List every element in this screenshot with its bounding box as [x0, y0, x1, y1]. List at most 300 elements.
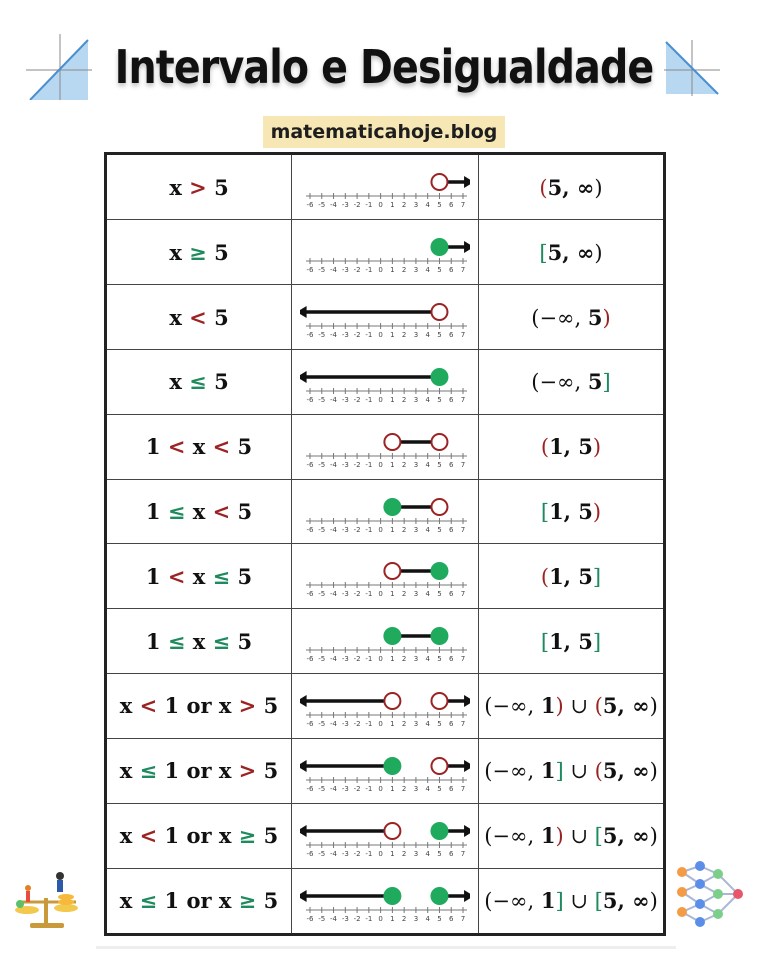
tick-label: 0: [378, 266, 383, 275]
tick-label: -1: [365, 266, 373, 275]
tick-label: -2: [353, 201, 361, 210]
tick-label: 4: [425, 914, 430, 923]
interval-notation-cell: [479, 868, 665, 934]
tick-label: 1: [390, 590, 395, 599]
rows.3.ineq-part: ≤: [181, 369, 215, 395]
open-point: [431, 434, 447, 450]
tick-label: 2: [401, 914, 407, 923]
rows.4.ineq-part: 5: [237, 434, 253, 460]
tick-label: 6: [448, 719, 454, 728]
open-point: [384, 563, 400, 579]
tick-label: -4: [330, 331, 338, 340]
rows.9.interval-part: (: [594, 759, 603, 784]
tick-label: 3: [413, 460, 419, 469]
inequality-cell: [106, 738, 292, 803]
rows.5.ineq-part: ≤: [160, 499, 193, 524]
inequality-cell: [106, 220, 292, 285]
tick-label: 1: [390, 395, 395, 404]
rows.3.interval-part: ]: [602, 370, 611, 395]
tick-label: -4: [330, 914, 338, 923]
rows.0.interval-part: ): [594, 175, 603, 200]
inequality-cell: [106, 868, 292, 934]
inequality-cell: [106, 803, 292, 868]
interval-notation-cell: [479, 349, 665, 414]
rows.0.ineq-part: 5: [214, 174, 229, 200]
right-arrow-icon: [464, 176, 470, 188]
rows.8.ineq-part: 1 or: [164, 693, 219, 719]
tick-label: -6: [306, 331, 314, 340]
tick-label: 0: [378, 914, 383, 923]
table-row: [106, 414, 665, 479]
rows.7.interval-part: [: [540, 629, 550, 654]
tick-label: 7: [460, 525, 466, 534]
left-arrow-icon: [300, 760, 307, 772]
rows.8.interval-part: ): [555, 694, 564, 719]
number-line: [300, 554, 470, 598]
rows.7.interval-part: 1, 5: [549, 628, 593, 654]
tick-label: -2: [353, 525, 361, 534]
closed-point: [383, 627, 401, 645]
tick-label: 4: [425, 266, 430, 275]
rows.11.interval-part: (−∞,: [484, 889, 541, 914]
rows.9.ineq-part: ≤: [132, 758, 165, 784]
tick-label: 5: [437, 719, 442, 728]
tick-label: 5: [437, 914, 442, 923]
rows.11.ineq-part: ≥: [231, 888, 264, 914]
rows.8.ineq-part: x: [119, 693, 133, 719]
rows.0.interval-part: (: [539, 175, 548, 200]
rows.7.ineq-part: 1: [145, 628, 161, 654]
rows.8.interval-part: ∪: [563, 694, 595, 719]
tick-label: 3: [413, 784, 419, 793]
tick-label: -5: [318, 590, 326, 599]
rows.10.ineq-part: <: [132, 823, 165, 849]
tick-label: 5: [437, 460, 442, 469]
rows.6.interval-part: ]: [592, 564, 602, 589]
tick-label: -1: [365, 201, 373, 210]
tick-label: 4: [425, 460, 430, 469]
rows.4.ineq-part: <: [160, 434, 193, 460]
tick-label: -6: [306, 590, 314, 599]
rows.5.ineq-part: x: [192, 499, 206, 524]
tick-label: 7: [460, 914, 466, 923]
closed-point: [383, 498, 401, 516]
rows.10.interval-part: [: [594, 824, 603, 849]
rows.11.ineq-part: 1 or: [164, 888, 219, 914]
rows.9.ineq-part: x: [218, 758, 232, 784]
tick-label: 4: [425, 395, 430, 404]
rows.2.interval-part: 5: [587, 304, 603, 330]
tick-label: 0: [378, 201, 383, 210]
tick-label: -1: [365, 784, 373, 793]
tick-label: 6: [448, 914, 454, 923]
balance-scale-icon: [12, 868, 82, 930]
rows.8.interval-part: (−∞,: [484, 694, 541, 719]
tick-label: 1: [390, 331, 395, 340]
rows.6.ineq-part: 5: [237, 563, 253, 589]
open-point: [431, 758, 447, 774]
table-row: [106, 544, 665, 609]
rows.11.ineq-part: x: [218, 888, 232, 914]
table-row: [106, 220, 665, 285]
interval-notation-cell: [479, 220, 665, 285]
tick-label: -1: [365, 849, 373, 858]
tick-label: 4: [425, 590, 430, 599]
number-line-cell: [292, 803, 479, 868]
interval-notation-cell: [479, 609, 665, 674]
rows.7.ineq-part: 5: [237, 628, 253, 654]
interval-notation-cell: [479, 544, 665, 609]
rows.9.ineq-part: 5: [263, 758, 279, 784]
rows.9.interval-part: 5, ∞: [602, 758, 650, 784]
tick-label: -5: [318, 655, 326, 664]
right-arrow-icon: [464, 890, 470, 902]
rows.5.interval-part: 1, 5: [549, 499, 593, 524]
tick-label: -1: [365, 590, 373, 599]
rows.11.interval-part: 1: [540, 888, 556, 914]
tick-label: 6: [448, 525, 454, 534]
rows.11.interval-part: ]: [555, 889, 564, 914]
number-line: [300, 490, 470, 534]
tick-label: -2: [353, 460, 361, 469]
tick-label: 5: [437, 331, 442, 340]
closed-point: [430, 887, 448, 905]
tick-label: -3: [341, 525, 349, 534]
tick-label: -3: [341, 914, 349, 923]
page-title: Intervalo e Desigualdade: [114, 40, 654, 94]
rows.4.ineq-part: 1: [145, 434, 161, 460]
tick-label: 7: [460, 201, 466, 210]
tick-label: -2: [353, 719, 361, 728]
tick-label: 7: [460, 266, 466, 275]
number-line: [300, 360, 470, 404]
rows.8.interval-part: 1: [540, 693, 556, 719]
tick-label: 6: [448, 849, 454, 858]
rows.6.interval-part: 1, 5: [549, 563, 593, 589]
tick-label: 2: [401, 525, 407, 534]
open-point: [431, 174, 447, 190]
tick-label: 6: [448, 590, 454, 599]
tick-label: -6: [306, 719, 314, 728]
number-line-cell: [292, 220, 479, 285]
table-row: [106, 868, 665, 934]
tick-label: 4: [425, 784, 430, 793]
interval-notation-cell: [479, 803, 665, 868]
tick-label: -3: [341, 395, 349, 404]
tick-label: -6: [306, 849, 314, 858]
tick-label: 2: [401, 655, 407, 664]
tick-label: -6: [306, 784, 314, 793]
tick-label: 6: [448, 201, 454, 210]
open-point: [384, 434, 400, 450]
interval-notation-cell: [479, 414, 665, 479]
tick-label: -5: [318, 914, 326, 923]
tick-label: -6: [306, 201, 314, 210]
tick-label: -3: [341, 266, 349, 275]
rows.10.interval-part: ): [555, 824, 564, 849]
blog-url-badge: matematicahoje.blog: [263, 116, 505, 148]
tick-label: 7: [460, 655, 466, 664]
tick-label: -4: [330, 655, 338, 664]
table-row: [106, 803, 665, 868]
rows.3.ineq-part: 5: [214, 369, 229, 395]
rows.4.interval-part: ): [592, 435, 602, 460]
tick-label: -6: [306, 525, 314, 534]
tick-label: -5: [318, 266, 326, 275]
tick-label: 0: [378, 525, 383, 534]
tick-label: -2: [353, 266, 361, 275]
tick-label: -3: [341, 590, 349, 599]
tick-label: -1: [365, 395, 373, 404]
tick-label: 3: [413, 201, 419, 210]
left-arrow-icon: [300, 890, 307, 902]
tick-label: -1: [365, 655, 373, 664]
tick-label: -5: [318, 525, 326, 534]
tick-label: -4: [330, 395, 338, 404]
tick-label: 3: [413, 655, 419, 664]
tick-label: -3: [341, 784, 349, 793]
number-line: [300, 684, 470, 728]
tick-label: 0: [378, 719, 383, 728]
tick-label: 5: [437, 201, 442, 210]
number-line: [300, 425, 470, 469]
tick-label: 1: [390, 655, 395, 664]
tick-label: 6: [448, 266, 454, 275]
rows.8.ineq-part: 5: [263, 693, 279, 719]
tick-label: 6: [448, 331, 454, 340]
tick-label: 0: [378, 331, 383, 340]
closed-point: [430, 627, 448, 645]
bottom-divider: [96, 946, 676, 949]
inequality-cell: [106, 609, 292, 674]
rows.9.interval-part: ): [649, 759, 658, 784]
tick-label: 4: [425, 525, 430, 534]
tick-label: 4: [425, 201, 430, 210]
closed-point: [383, 887, 401, 905]
rows.2.ineq-part: 5: [214, 304, 229, 330]
rows.10.ineq-part: ≥: [231, 823, 264, 849]
tick-label: -4: [330, 590, 338, 599]
rows.10.ineq-part: 1 or: [164, 823, 219, 849]
tick-label: -2: [353, 784, 361, 793]
tick-label: -4: [330, 784, 338, 793]
tick-label: 4: [425, 655, 430, 664]
tick-label: -6: [306, 914, 314, 923]
tick-label: 5: [437, 266, 442, 275]
tick-label: 0: [378, 849, 383, 858]
tick-label: -5: [318, 331, 326, 340]
inequality-cell: [106, 285, 292, 350]
tick-label: -3: [341, 331, 349, 340]
tick-label: -5: [318, 395, 326, 404]
rows.10.ineq-part: 5: [263, 823, 279, 849]
rows.8.interval-part: (: [594, 694, 603, 719]
rows.6.ineq-part: x: [192, 563, 206, 589]
tick-label: 1: [390, 849, 395, 858]
rows.10.interval-part: ∪: [563, 824, 595, 849]
rows.6.ineq-part: <: [160, 563, 193, 589]
rows.11.ineq-part: ≤: [132, 888, 165, 914]
tick-label: 0: [378, 784, 383, 793]
tick-label: 2: [401, 784, 407, 793]
table-row: [106, 738, 665, 803]
tick-label: -1: [365, 460, 373, 469]
tick-label: 2: [401, 719, 407, 728]
interval-notation-cell: [479, 738, 665, 803]
rows.9.ineq-part: >: [231, 758, 264, 784]
rows.6.ineq-part: 1: [145, 563, 161, 589]
closed-point: [430, 368, 448, 386]
rows.2.interval-part: (−∞,: [531, 305, 588, 330]
rows.10.ineq-part: x: [218, 823, 232, 849]
inequality-cell: [106, 479, 292, 544]
rows.2.interval-part: ): [602, 305, 611, 330]
rows.10.interval-part: ): [649, 824, 658, 849]
tick-label: -6: [306, 460, 314, 469]
tick-label: 3: [413, 395, 419, 404]
interval-table: [104, 152, 666, 936]
tick-label: 3: [413, 525, 419, 534]
interval-notation-cell: [479, 479, 665, 544]
table-row: [106, 154, 665, 220]
tick-label: -2: [353, 914, 361, 923]
tick-label: -5: [318, 849, 326, 858]
tick-label: -4: [330, 266, 338, 275]
tick-label: 6: [448, 655, 454, 664]
rows.6.interval-part: (: [540, 564, 550, 589]
tick-label: -4: [330, 525, 338, 534]
rows.0.ineq-part: x: [169, 174, 182, 200]
inequality-cell: [106, 674, 292, 739]
rows.3.ineq-part: x: [169, 369, 182, 395]
rows.5.ineq-part: 1: [145, 499, 161, 524]
tick-label: 2: [401, 460, 407, 469]
interval-notation-cell: [479, 154, 665, 220]
tick-label: -2: [353, 655, 361, 664]
interval-notation-cell: [479, 285, 665, 350]
tick-label: -2: [353, 849, 361, 858]
right-arrow-icon: [464, 695, 470, 707]
rows.8.interval-part: 5, ∞: [602, 693, 650, 719]
rows.11.interval-part: 5, ∞: [602, 888, 650, 914]
tick-label: 2: [401, 590, 407, 599]
table-row: [106, 479, 665, 544]
closed-point: [430, 562, 448, 580]
tick-label: -1: [365, 525, 373, 534]
table-row: [106, 349, 665, 414]
number-line-cell: [292, 609, 479, 674]
number-line: [300, 295, 470, 339]
tick-label: 1: [390, 201, 395, 210]
number-line: [300, 814, 470, 858]
inequality-cell: [106, 414, 292, 479]
tick-label: -1: [365, 719, 373, 728]
rows.8.ineq-part: <: [132, 693, 165, 719]
tick-label: -1: [365, 914, 373, 923]
right-arrow-icon: [464, 241, 470, 253]
closed-point: [430, 822, 448, 840]
rows.9.interval-part: (−∞,: [484, 759, 541, 784]
rows.7.ineq-part: x: [192, 628, 206, 654]
rows.0.ineq-part: >: [181, 174, 215, 200]
rows.3.interval-part: (−∞,: [531, 370, 588, 395]
rows.5.ineq-part: 5: [237, 499, 253, 524]
tick-label: 6: [448, 784, 454, 793]
tick-label: 4: [425, 331, 430, 340]
table-row: [106, 609, 665, 674]
tick-label: 1: [390, 784, 395, 793]
inequality-cell: [106, 544, 292, 609]
tick-label: 1: [390, 266, 395, 275]
rows.8.ineq-part: >: [231, 693, 264, 719]
rows.7.ineq-part: ≤: [160, 628, 193, 654]
tick-label: 4: [425, 719, 430, 728]
tick-label: -2: [353, 331, 361, 340]
open-point: [431, 304, 447, 320]
left-arrow-icon: [300, 371, 307, 383]
rows.9.ineq-part: 1 or: [164, 758, 219, 784]
rows.9.interval-part: 1: [540, 758, 556, 784]
tick-label: -6: [306, 266, 314, 275]
tick-label: 1: [390, 460, 395, 469]
tick-label: 2: [401, 849, 407, 858]
tick-label: 2: [401, 201, 407, 210]
rows.11.ineq-part: x: [119, 888, 133, 914]
rows.9.interval-part: ∪: [563, 759, 595, 784]
tick-label: 5: [437, 784, 442, 793]
tick-label: -3: [341, 719, 349, 728]
tick-label: -2: [353, 590, 361, 599]
tick-label: 1: [390, 525, 395, 534]
rows.4.ineq-part: x: [192, 434, 206, 460]
tick-label: 2: [401, 395, 407, 404]
tick-label: -5: [318, 719, 326, 728]
rows.10.interval-part: 5, ∞: [602, 823, 650, 849]
rows.3.interval-part: 5: [587, 369, 603, 395]
tick-label: 7: [460, 719, 466, 728]
open-point: [384, 823, 400, 839]
tick-label: 2: [401, 331, 407, 340]
tick-label: 7: [460, 395, 466, 404]
number-line: [300, 749, 470, 793]
interval-notation-cell: [479, 674, 665, 739]
tick-label: 1: [390, 719, 395, 728]
closed-point: [430, 238, 448, 256]
tick-label: 0: [378, 395, 383, 404]
rows.11.interval-part: [: [594, 889, 603, 914]
left-arrow-icon: [300, 306, 307, 318]
rows.1.interval-part: ): [594, 240, 603, 265]
number-line-cell: [292, 738, 479, 803]
rows.0.interval-part: 5, ∞: [547, 174, 595, 200]
tick-label: -5: [318, 201, 326, 210]
rows.1.ineq-part: 5: [214, 239, 229, 265]
rows.1.interval-part: [: [539, 240, 548, 265]
tick-label: 7: [460, 460, 466, 469]
left-arrow-icon: [300, 825, 307, 837]
number-line: [300, 230, 470, 274]
number-line: [300, 879, 470, 923]
tick-label: -6: [306, 655, 314, 664]
tick-label: -4: [330, 460, 338, 469]
tick-label: -2: [353, 395, 361, 404]
tick-label: 3: [413, 849, 419, 858]
tick-label: 1: [390, 914, 395, 923]
rows.7.interval-part: ]: [592, 629, 602, 654]
tick-label: -3: [341, 201, 349, 210]
rows.4.interval-part: (: [540, 435, 550, 460]
tick-label: -6: [306, 395, 314, 404]
